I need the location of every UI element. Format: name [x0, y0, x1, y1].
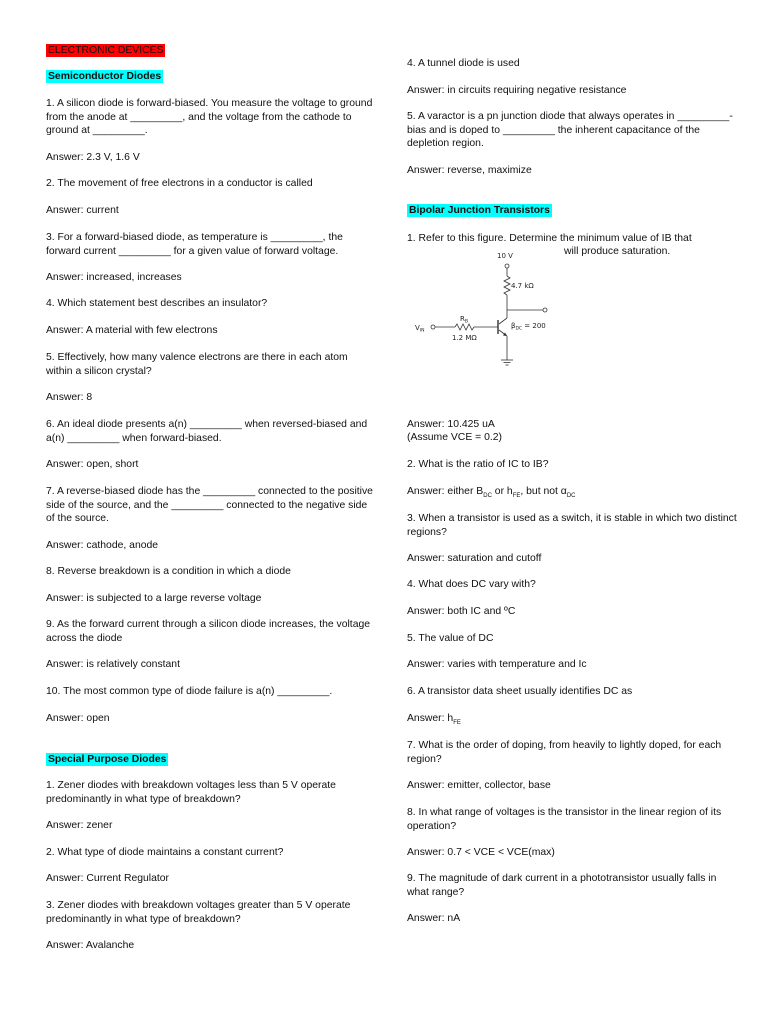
answer-sd-8: Answer: is subjected to a large reverse voltage: [46, 593, 262, 604]
collector-resistor: [504, 276, 510, 295]
answer-sd-9: Answer: is relatively constant: [46, 659, 180, 670]
question-sp-5: 5. A varactor is a pn junction diode that always operates in _________-bias and is doped to _________ the inherent capacitance of the depletion region.: [407, 111, 733, 149]
heading-semiconductor-diodes: Semiconductor Diodes: [48, 71, 162, 82]
transistor-circuit-diagram: [407, 246, 567, 374]
answer-sd-10: Answer: open: [46, 713, 110, 724]
vin-label: $V_{IN}$: [415, 324, 425, 334]
question-bjt-3: 3. When a transistor is used as a switch, it is stable in which two distinct regions?: [407, 513, 737, 538]
vcc-terminal: [505, 264, 509, 268]
question-sd-7: 7. A reverse-biased diode has the _________ connected to the positive side of the source, and the _________ connected to the negative side of the source.: [46, 486, 373, 524]
answer-bjt-5: Answer: varies with temperature and Ic: [407, 659, 587, 670]
input-terminal: [431, 325, 435, 329]
answer-bjt-4: Answer: both IC and ºC: [407, 606, 516, 617]
question-sd-6: 6. An ideal diode presents a(n) _________ when reversed-biased and a(n) _________ when forward-biased.: [46, 419, 368, 444]
question-bjt-9: 9. The magnitude of dark current in a phototransistor usually falls in what range?: [407, 873, 717, 898]
question-bjt-1: 1. Refer to this figure. Determine the minimum value of IB that: [407, 233, 692, 244]
answer-sd-1: Answer: 2.3 V, 1.6 V: [46, 152, 140, 163]
answer-bjt-6: Answer: $h_{FE}$: [407, 713, 461, 727]
answer-bjt-1-note: (Assume VCE = 0.2): [407, 432, 502, 443]
answer-sd-4: Answer: A material with few electrons: [46, 325, 218, 336]
answer-sp-2: Answer: Current Regulator: [46, 873, 170, 884]
question-sp-3: 3. Zener diodes with breakdown voltages greater than 5 V operate predominantly in what type of breakdown?: [46, 900, 351, 925]
question-sp-2: 2. What type of diode maintains a constant current?: [46, 847, 284, 858]
base-resistor-value: 1.2 MΩ: [452, 334, 477, 342]
collector-resistor-label: 4.7 kΩ: [511, 282, 534, 290]
answer-bjt-8: Answer: 0.7 < VCE < VCE(max): [407, 847, 555, 858]
question-bjt-8: 8. In what range of voltages is the transistor in the linear region of its operation?: [407, 807, 722, 832]
answer-sd-2: Answer: current: [46, 205, 119, 216]
heading-special-purpose-diodes: Special Purpose Diodes: [48, 754, 167, 765]
question-sp-1: 1. Zener diodes with breakdown voltages less than 5 V operate predominantly in what type of breakdown?: [46, 780, 336, 805]
question-sd-10: 10. The most common type of diode failure is a(n) _________.: [46, 686, 333, 697]
beta-label: $\beta_{DC} = 200$: [511, 322, 546, 332]
answer-sd-7: Answer: cathode, anode: [46, 540, 159, 551]
answer-bjt-9: Answer: nA: [407, 913, 461, 924]
answer-bjt-7: Answer: emitter, collector, base: [407, 780, 551, 791]
vcc-label: 10 V: [497, 252, 513, 260]
base-resistor: [455, 324, 474, 330]
question-sd-9: 9. As the forward current through a silicon diode increases, the voltage across the diode: [46, 619, 371, 644]
answer-sp-4: Answer: in circuits requiring negative resistance: [407, 85, 627, 96]
answer-bjt-1: Answer: 10.425 uA: [407, 419, 495, 430]
question-bjt-6: 6. A transistor data sheet usually identifies DC as: [407, 686, 633, 697]
question-bjt-7: 7. What is the order of doping, from heavily to lightly doped, for each region?: [407, 740, 722, 765]
question-bjt-4: 4. What does DC vary with?: [407, 579, 536, 590]
question-bjt-2: 2. What is the ratio of IC to IB?: [407, 459, 549, 470]
question-sd-5: 5. Effectively, how many valence electrons are there in each atom within a silicon crystal?: [46, 352, 348, 377]
answer-sp-3: Answer: Avalanche: [46, 940, 135, 951]
document-title: ELECTRONIC DEVICES: [48, 45, 164, 56]
base-resistor-name: $R_B$: [460, 315, 468, 325]
answer-sp-5: Answer: reverse, maximize: [407, 165, 532, 176]
question-sp-4: 4. A tunnel diode is used: [407, 58, 520, 69]
question-sd-2: 2. The movement of free electrons in a conductor is called: [46, 178, 313, 189]
answer-sd-5: Answer: 8: [46, 392, 93, 403]
question-sd-8: 8. Reverse breakdown is a condition in which a diode: [46, 566, 291, 577]
question-bjt-5: 5. The value of DC: [407, 633, 494, 644]
transistor-collector: [499, 318, 507, 324]
answer-sp-1: Answer: zener: [46, 820, 113, 831]
heading-bipolar-junction-transistors: Bipolar Junction Transistors: [409, 205, 550, 216]
output-terminal: [543, 308, 547, 312]
answer-bjt-2: Answer: either $B_{DC}$ or $h_{FE}$, but not $\alpha_{DC}$: [407, 486, 576, 500]
answer-bjt-3: Answer: saturation and cutoff: [407, 553, 542, 564]
question-sd-1: 1. A silicon diode is forward-biased. You measure the voltage to ground from the anode at _________, and the voltage from the cathode to ground at _________.: [46, 98, 373, 136]
question-bjt-1-continued: will produce saturation.: [564, 246, 671, 257]
answer-sd-3: Answer: increased, increases: [46, 272, 182, 283]
question-sd-4: 4. Which statement best describes an insulator?: [46, 298, 268, 309]
question-sd-3: 3. For a forward-biased diode, as temperature is _________, the forward current _________ for a given value of forward voltage.: [46, 232, 343, 257]
answer-sd-6: Answer: open, short: [46, 459, 139, 470]
